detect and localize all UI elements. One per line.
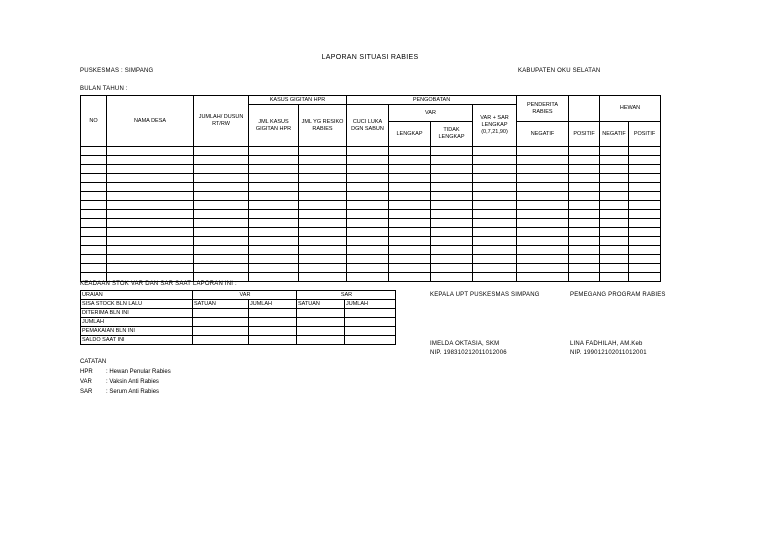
table-cell	[81, 264, 107, 273]
table-cell	[194, 147, 249, 156]
table-cell	[249, 183, 299, 192]
table-cell	[347, 201, 389, 210]
col-jml-kasus: JML KASUS GIGITAN HPR	[249, 105, 299, 147]
stok-uraian-header: URAIAN	[81, 291, 193, 300]
stok-row-label: JUMLAH	[81, 318, 193, 327]
table-cell	[431, 201, 473, 210]
table-cell	[107, 255, 194, 264]
table-cell	[629, 147, 661, 156]
table-cell	[629, 201, 661, 210]
table-row	[81, 192, 661, 201]
table-cell	[629, 246, 661, 255]
table-cell	[347, 183, 389, 192]
table-cell	[517, 147, 569, 156]
table-cell	[299, 147, 347, 156]
table-cell	[107, 237, 194, 246]
table-row	[81, 210, 661, 219]
stok-row-label: PEMAKAIAN BLN INI	[81, 327, 193, 336]
table-cell	[600, 228, 629, 237]
table-cell	[389, 219, 431, 228]
table-cell	[389, 174, 431, 183]
table-cell	[389, 264, 431, 273]
table-cell	[431, 219, 473, 228]
left-signature-nip: NIP. 198310212011012006	[430, 350, 507, 356]
table-cell	[249, 246, 299, 255]
table-cell	[249, 228, 299, 237]
table-row	[81, 156, 661, 165]
table-cell	[194, 210, 249, 219]
table-cell	[299, 219, 347, 228]
table-cell	[249, 156, 299, 165]
note-abbr: VAR	[80, 379, 92, 385]
table-row	[81, 147, 661, 156]
table-cell	[600, 174, 629, 183]
table-cell	[629, 228, 661, 237]
table-cell	[473, 147, 517, 156]
table-cell	[569, 255, 600, 264]
table-cell	[81, 147, 107, 156]
table-cell	[569, 174, 600, 183]
table-cell	[107, 192, 194, 201]
bulan-tahun-label: BULAN TAHUN :	[80, 86, 128, 92]
table-cell	[194, 201, 249, 210]
table-cell	[299, 183, 347, 192]
stok-row-label: DITERIMA BLN INI	[81, 309, 193, 318]
table-cell	[517, 192, 569, 201]
table-cell	[517, 201, 569, 210]
col-hewan: HEWAN	[600, 96, 661, 122]
stok-sar-jumlah: JUMLAH	[345, 300, 396, 309]
col-penderita-positif: POSITIF	[569, 122, 600, 147]
note-desc: : Serum Anti Rabies	[106, 389, 160, 395]
note-desc: : Hewan Penular Rabies	[106, 369, 171, 375]
table-cell	[600, 165, 629, 174]
table-cell	[473, 264, 517, 273]
table-cell	[517, 246, 569, 255]
table-cell	[569, 273, 600, 282]
right-signature-name: LINA FADHILAH, AM.Keb	[570, 341, 643, 347]
table-cell	[389, 165, 431, 174]
table-cell	[389, 228, 431, 237]
table-cell	[107, 147, 194, 156]
table-cell	[347, 210, 389, 219]
table-cell	[629, 192, 661, 201]
stok-var-satuan: SATUAN	[193, 300, 249, 309]
table-cell	[431, 156, 473, 165]
table-row	[81, 174, 661, 183]
table-cell	[299, 273, 347, 282]
table-cell	[473, 228, 517, 237]
stok-var-header: VAR	[193, 291, 297, 300]
table-cell	[347, 165, 389, 174]
table-row	[81, 201, 661, 210]
table-cell	[249, 255, 299, 264]
table-cell	[600, 201, 629, 210]
table-cell	[347, 255, 389, 264]
table-cell	[81, 237, 107, 246]
table-cell	[473, 219, 517, 228]
table-cell	[389, 192, 431, 201]
stok-row-label: SISA STOCK BLN LALU	[81, 300, 193, 309]
table-cell	[81, 174, 107, 183]
col-tidak-lengkap: TIDAK LENGKAP	[431, 122, 473, 147]
col-jml-resiko: JML YG RESIKO RABIES	[299, 105, 347, 147]
table-cell	[389, 246, 431, 255]
table-cell	[600, 156, 629, 165]
table-cell	[629, 183, 661, 192]
table-cell	[629, 255, 661, 264]
table-row	[81, 255, 661, 264]
table-cell	[299, 237, 347, 246]
table-cell	[299, 192, 347, 201]
notes-title: CATATAN	[80, 359, 107, 365]
col-pengobatan: PENGOBATAN	[347, 96, 517, 105]
table-cell	[473, 192, 517, 201]
table-cell	[299, 210, 347, 219]
stok-sar-header: SAR	[297, 291, 396, 300]
table-cell	[107, 165, 194, 174]
col-no: NO	[81, 96, 107, 147]
table-cell	[81, 156, 107, 165]
table-cell	[600, 219, 629, 228]
table-cell	[473, 255, 517, 264]
table-cell	[389, 237, 431, 246]
table-cell	[569, 165, 600, 174]
table-cell	[194, 165, 249, 174]
table-cell	[299, 174, 347, 183]
puskesmas-label: PUSKESMAS : SIMPANG	[80, 68, 154, 74]
table-cell	[249, 219, 299, 228]
right-signature-nip: NIP. 199012102011012001	[570, 350, 647, 356]
table-row	[81, 219, 661, 228]
table-cell	[473, 273, 517, 282]
table-cell	[194, 174, 249, 183]
table-cell	[347, 264, 389, 273]
table-cell	[600, 210, 629, 219]
table-cell	[600, 183, 629, 192]
rabies-report-table	[80, 95, 661, 282]
table-cell	[517, 156, 569, 165]
table-cell	[347, 156, 389, 165]
table-cell	[569, 228, 600, 237]
table-cell	[569, 192, 600, 201]
table-cell	[431, 192, 473, 201]
table-cell	[249, 165, 299, 174]
table-cell	[194, 246, 249, 255]
table-cell	[473, 183, 517, 192]
table-cell	[431, 273, 473, 282]
table-cell	[81, 255, 107, 264]
note-desc: : Vaksin Anti Rabies	[106, 379, 159, 385]
left-signature-role: KEPALA UPT PUSKESMAS SIMPANG	[430, 292, 540, 298]
page-title: LAPORAN SITUASI RABIES	[321, 54, 419, 61]
table-cell	[569, 210, 600, 219]
table-cell	[629, 273, 661, 282]
table-cell	[389, 147, 431, 156]
table-cell	[347, 147, 389, 156]
table-cell	[600, 255, 629, 264]
table-cell	[249, 174, 299, 183]
table-cell	[600, 273, 629, 282]
table-cell	[299, 201, 347, 210]
note-abbr: HPR	[80, 369, 93, 375]
main-table-body	[81, 147, 661, 282]
table-row	[81, 237, 661, 246]
table-cell	[249, 147, 299, 156]
table-cell	[81, 246, 107, 255]
table-cell	[431, 165, 473, 174]
col-nama-desa: NAMA DESA	[107, 96, 194, 147]
table-cell	[81, 165, 107, 174]
table-cell	[569, 183, 600, 192]
table-cell	[569, 201, 600, 210]
table-cell	[194, 183, 249, 192]
table-cell	[249, 264, 299, 273]
table-cell	[81, 210, 107, 219]
table-cell	[249, 192, 299, 201]
table-cell	[517, 210, 569, 219]
table-cell	[600, 264, 629, 273]
note-abbr: SAR	[80, 389, 93, 395]
table-cell	[389, 273, 431, 282]
table-cell	[299, 228, 347, 237]
table-cell	[473, 174, 517, 183]
table-cell	[347, 228, 389, 237]
table-cell	[249, 237, 299, 246]
table-cell	[299, 246, 347, 255]
table-cell	[389, 210, 431, 219]
table-cell	[107, 246, 194, 255]
table-cell	[431, 147, 473, 156]
table-cell	[107, 228, 194, 237]
table-cell	[194, 219, 249, 228]
table-cell	[600, 147, 629, 156]
table-row	[81, 228, 661, 237]
table-cell	[431, 246, 473, 255]
table-row	[81, 264, 661, 273]
table-cell	[569, 246, 600, 255]
table-cell	[107, 183, 194, 192]
stok-sar-satuan: SATUAN	[297, 300, 345, 309]
table-cell	[347, 237, 389, 246]
col-kasus-gigitan: KASUS GIGITAN HPR	[249, 96, 347, 105]
table-cell	[299, 165, 347, 174]
col-penderita-negatif: NEGATIF	[517, 122, 569, 147]
table-cell	[347, 174, 389, 183]
col-cuci-luka: CUCI LUKA DGN SABUN	[347, 105, 389, 147]
table-cell	[431, 264, 473, 273]
col-penderita-filler	[569, 96, 600, 122]
table-cell	[517, 255, 569, 264]
kabupaten-label: KABUPATEN OKU SELATAN	[518, 68, 601, 74]
table-cell	[194, 264, 249, 273]
left-signature-name: IMELDA OKTASIA, SKM	[430, 341, 500, 347]
table-cell	[473, 210, 517, 219]
table-cell	[81, 183, 107, 192]
table-cell	[194, 255, 249, 264]
table-cell	[107, 264, 194, 273]
table-cell	[569, 156, 600, 165]
table-cell	[600, 246, 629, 255]
col-penderita: PENDERITA RABIES	[517, 96, 569, 122]
table-cell	[107, 210, 194, 219]
table-cell	[389, 201, 431, 210]
table-cell	[194, 228, 249, 237]
table-cell	[194, 156, 249, 165]
right-signature-role: PEMEGANG PROGRAM RABIES	[570, 292, 666, 298]
table-cell	[569, 219, 600, 228]
table-cell	[81, 201, 107, 210]
table-cell	[629, 210, 661, 219]
table-row	[81, 165, 661, 174]
table-cell	[107, 201, 194, 210]
table-cell	[473, 237, 517, 246]
stok-var-jumlah: JUMLAH	[249, 300, 297, 309]
table-cell	[517, 237, 569, 246]
table-cell	[347, 246, 389, 255]
stock-table	[80, 290, 396, 345]
table-cell	[249, 273, 299, 282]
table-cell	[299, 255, 347, 264]
table-cell	[473, 246, 517, 255]
table-cell	[629, 264, 661, 273]
table-cell	[473, 165, 517, 174]
table-cell	[629, 156, 661, 165]
table-cell	[569, 147, 600, 156]
table-cell	[431, 183, 473, 192]
table-cell	[517, 228, 569, 237]
stok-row-label: SALDO SAAT INI	[81, 336, 193, 345]
table-cell	[629, 165, 661, 174]
table-cell	[249, 210, 299, 219]
table-cell	[81, 228, 107, 237]
table-cell	[431, 237, 473, 246]
table-cell	[431, 255, 473, 264]
table-cell	[569, 237, 600, 246]
table-cell	[389, 183, 431, 192]
table-cell	[107, 219, 194, 228]
table-row	[81, 246, 661, 255]
col-var: VAR	[389, 105, 473, 122]
table-cell	[389, 156, 431, 165]
col-jumlah-dusun: JUMLAH/ DUSUN RT/RW	[194, 96, 249, 147]
table-cell	[431, 174, 473, 183]
table-cell	[347, 192, 389, 201]
table-cell	[517, 264, 569, 273]
table-cell	[107, 174, 194, 183]
table-cell	[107, 156, 194, 165]
stok-caption: KEADAAN STOK VAR DAN SAR SAAT LAPORAN INI :	[80, 281, 237, 287]
table-cell	[347, 219, 389, 228]
table-cell	[600, 237, 629, 246]
table-cell	[431, 210, 473, 219]
col-hewan-negatif: NEGATIF	[600, 122, 629, 147]
table-cell	[517, 165, 569, 174]
table-cell	[249, 201, 299, 210]
table-cell	[517, 219, 569, 228]
table-cell	[517, 183, 569, 192]
col-lengkap: LENGKAP	[389, 122, 431, 147]
col-hewan-positif: POSITIF	[629, 122, 661, 147]
table-cell	[517, 174, 569, 183]
table-row	[81, 183, 661, 192]
col-var-sar: VAR + SAR LENGKAP (0,7,21,90)	[473, 105, 517, 147]
table-cell	[629, 237, 661, 246]
table-cell	[81, 219, 107, 228]
table-cell	[473, 201, 517, 210]
table-cell	[629, 219, 661, 228]
table-cell	[347, 273, 389, 282]
table-cell	[299, 264, 347, 273]
table-cell	[431, 228, 473, 237]
table-cell	[194, 192, 249, 201]
table-cell	[473, 156, 517, 165]
table-cell	[299, 156, 347, 165]
table-cell	[569, 264, 600, 273]
table-cell	[600, 192, 629, 201]
table-cell	[194, 237, 249, 246]
table-cell	[81, 192, 107, 201]
table-cell	[389, 255, 431, 264]
table-cell	[517, 273, 569, 282]
table-cell	[629, 174, 661, 183]
